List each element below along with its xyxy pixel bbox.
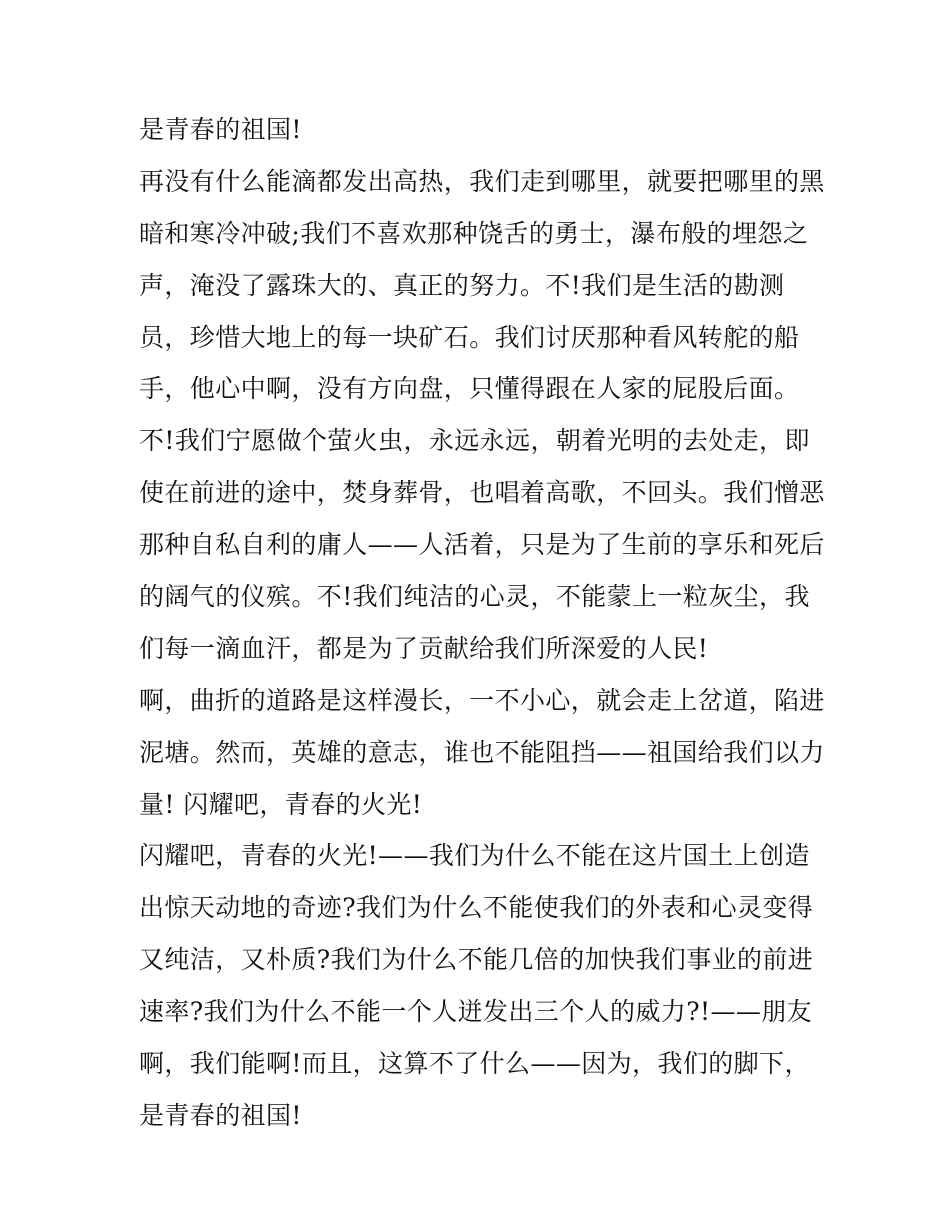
text-line-7: 不!我们宁愿做个萤火虫，永远永远，朝着光明的去处走，即: [139, 426, 810, 456]
text-line-20: 是青春的祖国!: [139, 1100, 302, 1130]
text-line-6: 手，他心中啊，没有方向盘，只懂得跟在人家的屁股后面。: [139, 374, 800, 404]
text-line-19: 啊，我们能啊!而且，这算不了什么——因为，我们的脚下，: [139, 1049, 810, 1079]
text-line-18: 速率?我们为什么不能一个人迸发出三个人的威力?!——朋友: [139, 997, 813, 1027]
text-line-14: 量! 闪耀吧，青春的火光!: [139, 789, 423, 819]
text-line-10: 的阔气的仪殡。不!我们纯洁的心灵，不能蒙上一粒灰尘，我: [139, 582, 810, 612]
text-line-9: 那种自私自利的庸人——人活着，只是为了生前的享乐和死后: [139, 530, 825, 560]
text-line-1: 是青春的祖国!: [139, 115, 302, 144]
text-line-11: 们每一滴血汗，都是为了贡献给我们所深爱的人民!: [139, 633, 709, 663]
text-line-13: 泥塘。然而，英雄的意志，谁也不能阻挡——祖国给我们以力: [139, 737, 825, 767]
text-line-17: 又纯洁，又朴质?我们为什么不能几倍的加快我们事业的前进: [139, 945, 814, 975]
text-line-8: 使在前进的途中，焚身葬骨，也唱着高歌，不回头。我们憎恶: [139, 478, 825, 508]
text-line-3: 暗和寒冷冲破;我们不喜欢那种饶舌的勇士，瀑布般的埋怨之: [139, 218, 809, 248]
text-line-16: 出惊天动地的奇迹?我们为什么不能使我们的外表和心灵变得: [139, 893, 814, 923]
text-line-2: 再没有什么能滴都发出高热，我们走到哪里，就要把哪里的黑: [139, 166, 825, 196]
text-line-12: 啊，曲折的道路是这样漫长，一不小心，就会走上岔道，陷进: [139, 685, 825, 715]
text-line-4: 声，淹没了露珠大的、真正的努力。不!我们是生活的勘测: [139, 270, 785, 300]
text-line-15: 闪耀吧，青春的火光!——我们为什么不能在这片国土上创造: [139, 841, 810, 871]
text-line-5: 员，珍惜大地上的每一块矿石。我们讨厌那种看风转舵的船: [139, 322, 800, 352]
document-body: [139, 108, 839, 1146]
